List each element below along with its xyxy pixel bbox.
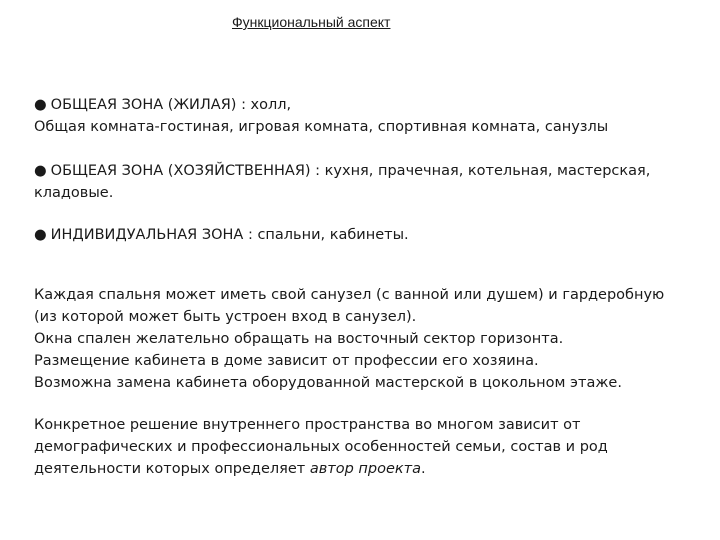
zone-utility-line2: кладовые.	[34, 185, 114, 201]
details-paragraph	[34, 284, 694, 394]
details-line: Размещение кабинета в доме зависит от профессии его хозяина.	[34, 353, 539, 369]
conclusion-line3-end: .	[420, 461, 426, 477]
conclusion-line1: Конкретное решение внутреннего пространства во многом зависит от	[34, 417, 581, 433]
zone-utility-line1	[34, 160, 694, 182]
details-line: Окна спален желательно обращать на восточный сектор горизонта.	[34, 331, 564, 347]
bullet-icon: ●	[34, 227, 47, 243]
conclusion-line2: демографических и профессиональных особенностей семьи, состав и род	[34, 439, 608, 455]
page-title: Функциональный аспект	[232, 14, 391, 30]
author-emphasis: автор проекта	[309, 461, 421, 477]
bullet-icon: ●	[34, 163, 47, 179]
bullet-icon: ●	[34, 97, 47, 113]
conclusion-paragraph	[34, 414, 694, 480]
details-line: Каждая спальня может иметь свой санузел (с ванной или душем) и гардеробную	[34, 287, 665, 303]
zone-living-line2: Общая комната-гостиная, игровая комната, спортивная комната, санузлы	[34, 119, 609, 135]
zone-utility-heading: ОБЩЕАЯ ЗОНА (ХОЗЯЙСТВЕННАЯ) : кухня, прачечная, котельная, мастерская,	[50, 163, 651, 179]
zone-living	[34, 94, 694, 138]
conclusion-line3-text: деятельности которых определяет	[34, 461, 310, 477]
zone-living-heading: ОБЩЕАЯ ЗОНА (ЖИЛАЯ) : холл,	[50, 97, 292, 113]
zone-living-line1	[34, 94, 694, 116]
zone-individual-line1	[34, 224, 694, 246]
zone-individual-heading: ИНДИВИДУАЛЬНАЯ ЗОНА : спальни, кабинеты.	[50, 227, 409, 243]
zone-individual	[34, 224, 694, 246]
conclusion-line3	[34, 458, 694, 480]
details-line: (из которой может быть устроен вход в санузел).	[34, 309, 417, 325]
zone-utility	[34, 160, 694, 204]
details-line: Возможна замена кабинета оборудованной мастерской в цокольном этаже.	[34, 375, 622, 391]
